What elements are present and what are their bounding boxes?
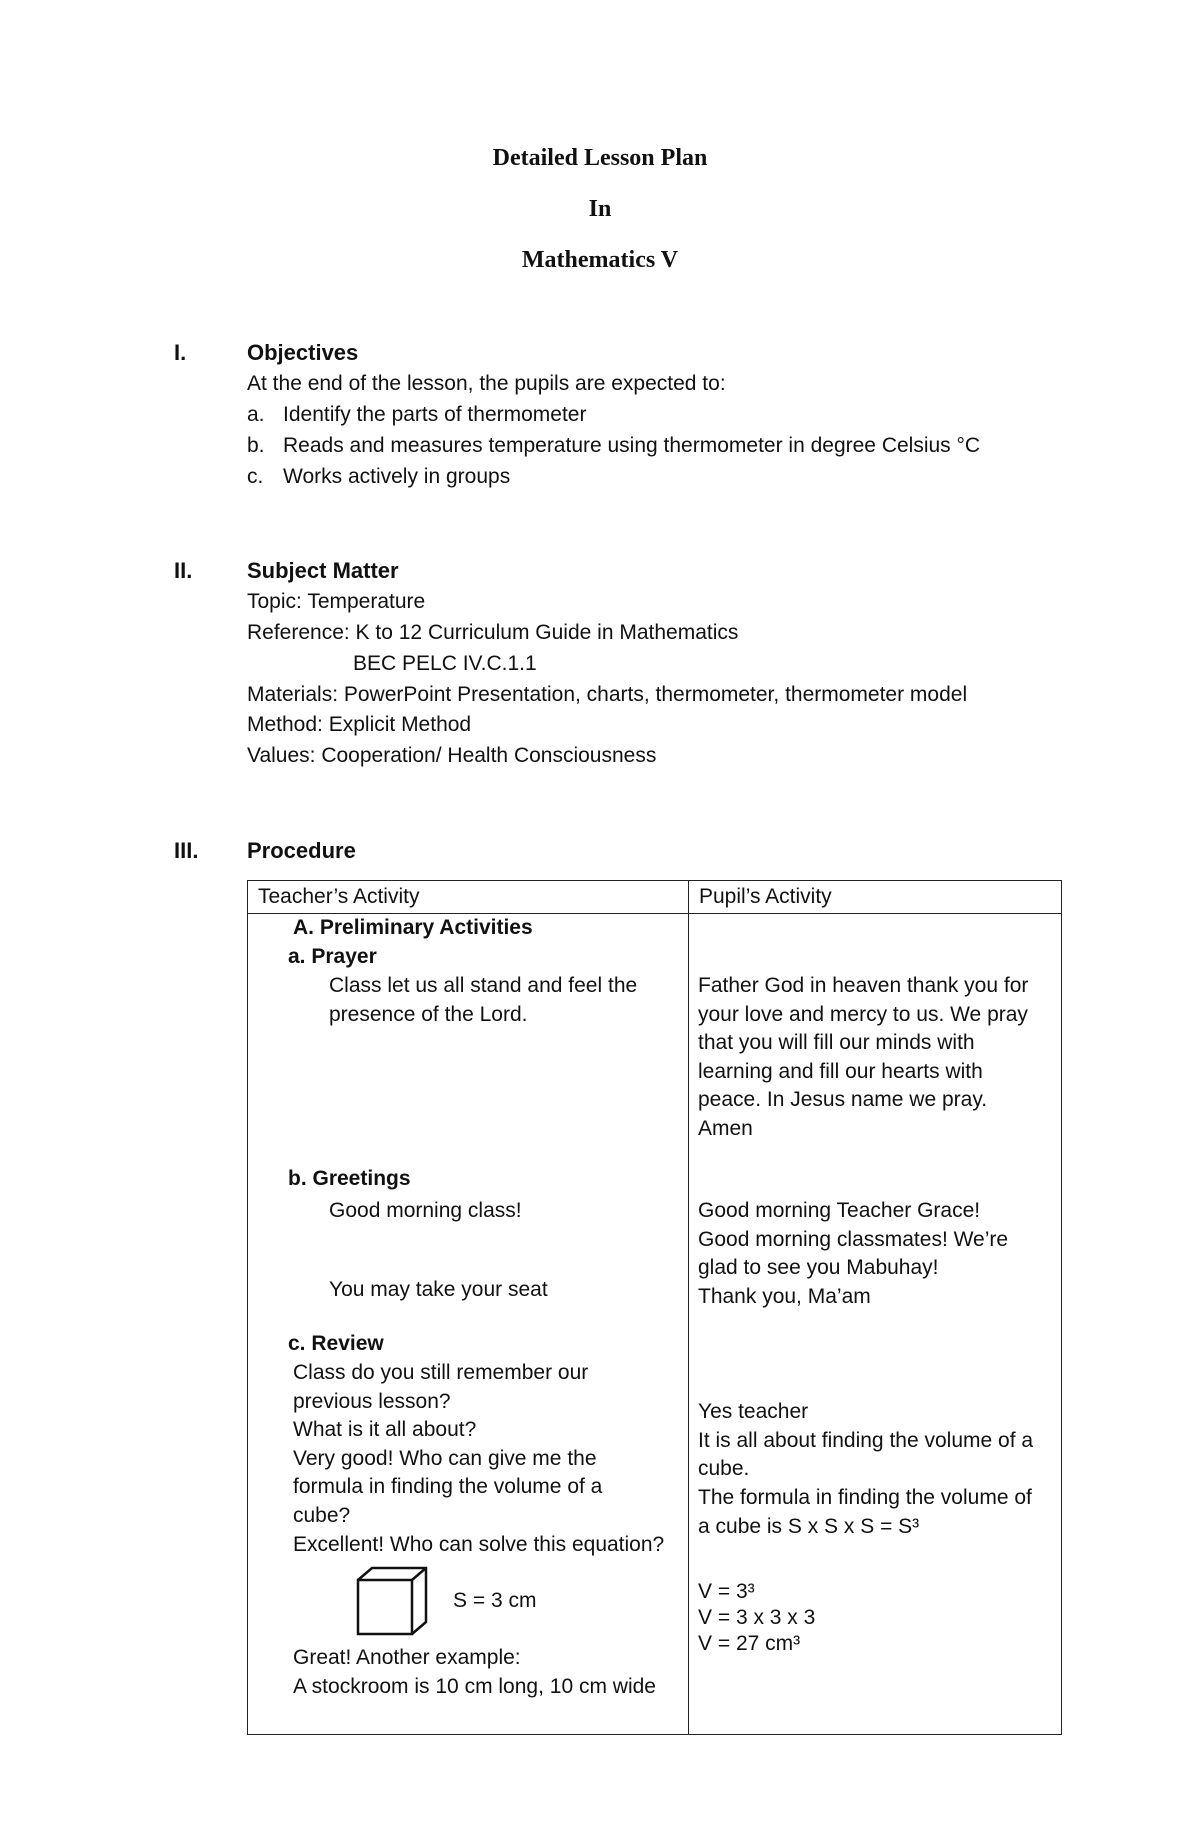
teacher-activity-cell <box>248 914 689 1735</box>
pupil-text: Father God in heaven thank you for <box>698 974 1029 997</box>
document-subtitle: In <box>588 196 612 222</box>
objectives-number: I. <box>174 340 187 365</box>
document-title: Detailed Lesson Plan <box>492 145 708 171</box>
procedure-heading: Procedure <box>247 838 356 863</box>
pupil-text: learning and fill our hearts with <box>698 1060 983 1083</box>
pupil-text: It is all about finding the volume of a <box>698 1429 1034 1452</box>
pupil-activity-cell <box>689 914 1062 1735</box>
pupil-text: The formula in finding the volume of <box>698 1486 1032 1509</box>
teacher-text: Very good! Who can give me the <box>293 1447 597 1470</box>
subject-matter-number: II. <box>174 558 193 583</box>
subject-topic: Topic: Temperature <box>247 590 426 613</box>
objective-marker: a. <box>247 403 265 426</box>
subject-method: Method: Explicit Method <box>247 713 472 736</box>
pupil-calc: V = 27 cm³ <box>698 1632 801 1655</box>
review-heading: c. Review <box>288 1332 384 1355</box>
teacher-text: Class let us all stand and feel the <box>329 974 638 997</box>
pupil-text: peace. In Jesus name we pray. <box>698 1088 988 1111</box>
document-subject: Mathematics V <box>521 247 679 273</box>
pupil-text: Thank you, Ma’am <box>698 1285 871 1308</box>
pupil-text: a cube is S x S x S = S³ <box>698 1515 920 1538</box>
pupil-calc: V = 3 x 3 x 3 <box>698 1606 816 1629</box>
pupil-text: cube. <box>698 1457 750 1480</box>
pupil-calc: V = 3³ <box>698 1580 755 1603</box>
pupil-text: glad to see you Mabuhay! <box>698 1256 939 1279</box>
pupil-text: Good morning Teacher Grace! <box>698 1199 981 1222</box>
objective-marker: b. <box>247 434 265 457</box>
prayer-heading: a. Prayer <box>288 945 377 968</box>
teacher-text: previous lesson? <box>293 1390 451 1413</box>
procedure-number: III. <box>174 838 199 863</box>
pupil-activity-header: Pupil’s Activity <box>689 881 1062 914</box>
pupil-text: your love and mercy to us. We pray <box>698 1003 1028 1026</box>
objective-item <box>247 403 586 427</box>
objectives-intro: At the end of the lesson, the pupils are expected to: <box>247 372 726 395</box>
subject-materials: Materials: PowerPoint Presentation, charts, thermometer, thermometer model <box>247 683 968 706</box>
teacher-text: Good morning class! <box>329 1199 522 1222</box>
subject-reference-code: BEC PELC IV.C.1.1 <box>353 652 537 675</box>
objective-text: Reads and measures temperature using thermometer in degree Celsius °C <box>283 434 981 457</box>
teacher-text: Class do you still remember our <box>293 1361 589 1384</box>
objectives-heading: Objectives <box>247 340 359 365</box>
teacher-text: You may take your seat <box>329 1278 548 1301</box>
teacher-activity-header: Teacher’s Activity <box>248 881 689 914</box>
pupil-text: Good morning classmates! We’re <box>698 1228 1009 1251</box>
objective-item <box>247 434 980 458</box>
teacher-text: Great! Another example: <box>293 1646 521 1669</box>
preliminary-activities-heading: A. Preliminary Activities <box>293 916 533 939</box>
teacher-text: cube? <box>293 1504 351 1527</box>
subject-matter-heading: Subject Matter <box>247 558 399 583</box>
cube-icon <box>356 1566 428 1638</box>
table-row <box>248 914 1062 1735</box>
teacher-text: What is it all about? <box>293 1418 477 1441</box>
pupil-text: that you will fill our minds with <box>698 1031 975 1054</box>
greetings-heading: b. Greetings <box>288 1167 411 1190</box>
pupil-text: Yes teacher <box>698 1400 809 1423</box>
teacher-text: formula in finding the volume of a <box>293 1475 603 1498</box>
teacher-text: presence of the Lord. <box>329 1003 528 1026</box>
subject-reference: Reference: K to 12 Curriculum Guide in Mathematics <box>247 621 739 644</box>
pupil-text: Amen <box>698 1117 753 1140</box>
objective-text: Identify the parts of thermometer <box>283 403 587 426</box>
table-header-row <box>248 881 1062 914</box>
objective-text: Works actively in groups <box>283 465 511 488</box>
procedure-table <box>247 880 1062 1735</box>
objective-marker: c. <box>247 465 264 488</box>
objective-item <box>247 465 510 489</box>
cube-side-label: S = 3 cm <box>453 1589 537 1612</box>
teacher-text: A stockroom is 10 cm long, 10 cm wide <box>293 1675 656 1698</box>
subject-values: Values: Cooperation/ Health Consciousness <box>247 744 657 767</box>
teacher-text: Excellent! Who can solve this equation? <box>293 1533 665 1556</box>
